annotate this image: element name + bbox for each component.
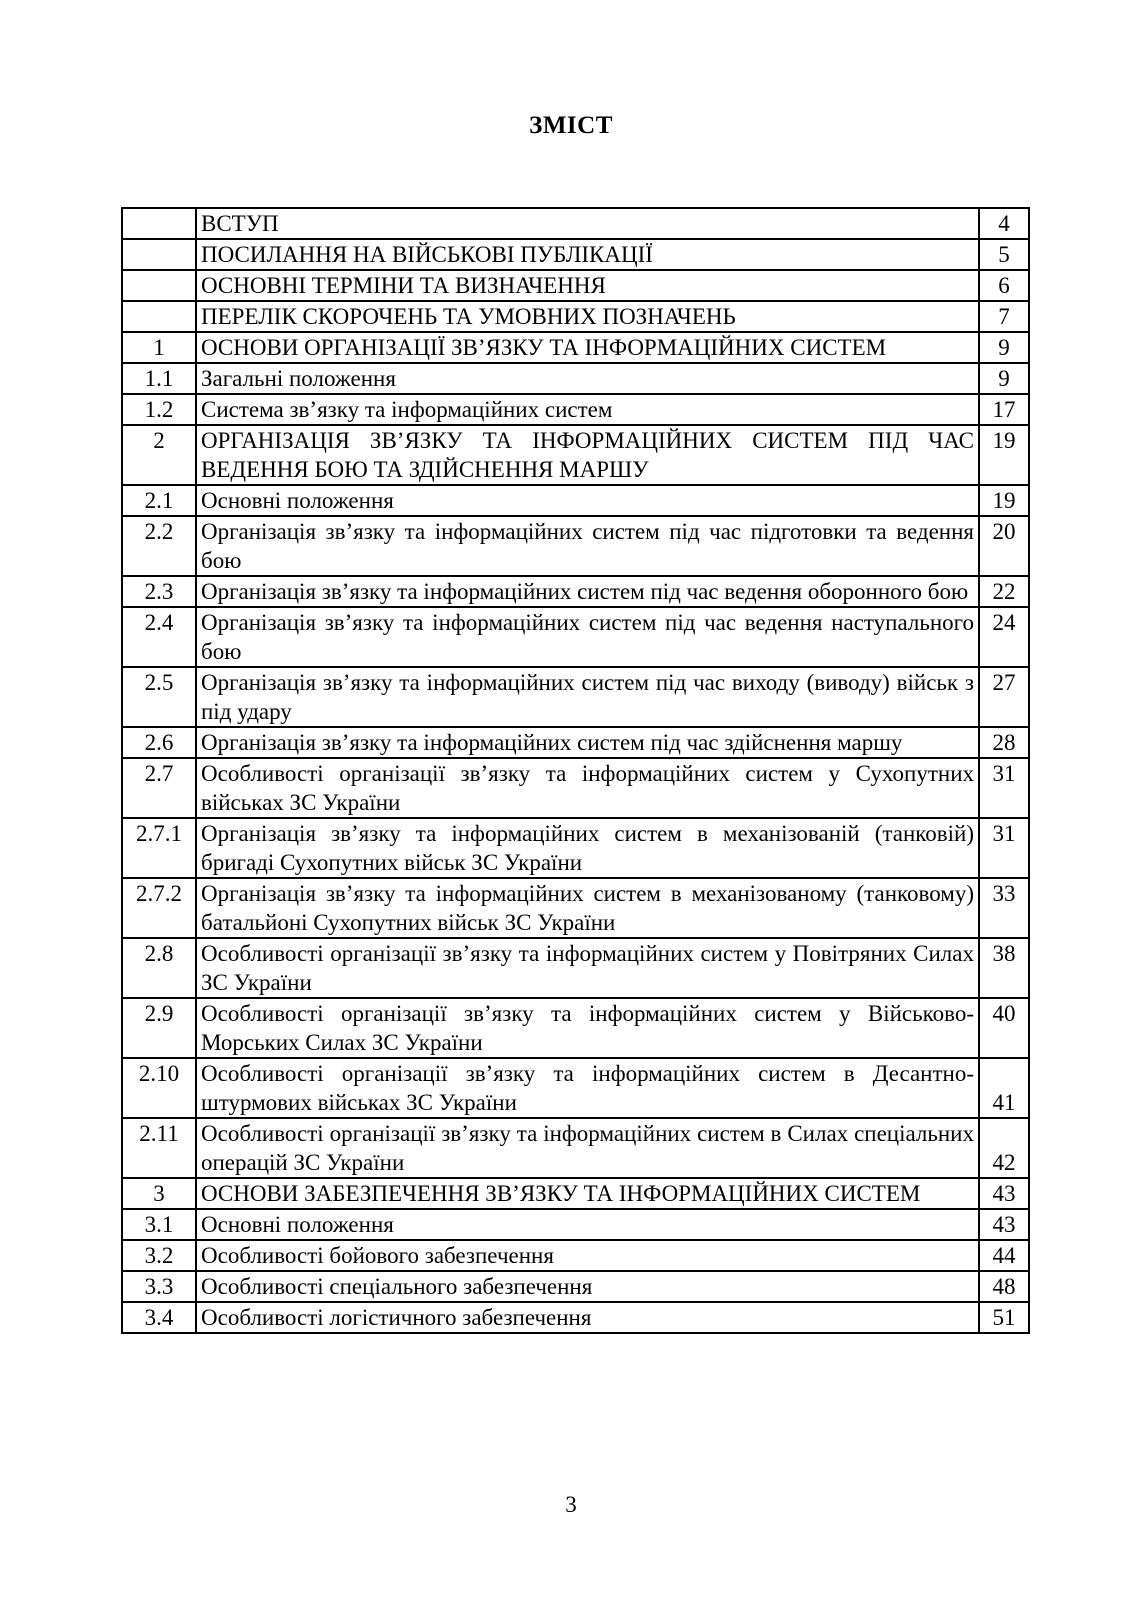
toc-row-number: 1.2 xyxy=(122,394,196,425)
toc-row-number: 2.2 xyxy=(122,516,196,576)
toc-row xyxy=(122,485,1029,516)
toc-row-number xyxy=(122,239,196,270)
toc-row xyxy=(122,667,1029,727)
toc-row-page: 6 xyxy=(979,270,1029,301)
toc-row-title: Система зв’язку та інформаційних систем xyxy=(196,394,979,425)
toc-row-page: 17 xyxy=(979,394,1029,425)
toc-row xyxy=(122,363,1029,394)
toc-row-number xyxy=(122,208,196,239)
toc-row-page: 9 xyxy=(979,332,1029,363)
toc-row-title: Особливості організації зв’язку та інформаційних систем в Силах спеціальних операцій ЗС України xyxy=(196,1118,979,1178)
toc-row xyxy=(122,607,1029,667)
toc-row-page: 31 xyxy=(979,818,1029,878)
toc-row-title: ОРГАНІЗАЦІЯ ЗВ’ЯЗКУ ТА ІНФОРМАЦІЙНИХ СИСТЕМ ПІД ЧАС ВЕДЕННЯ БОЮ ТА ЗДІЙСНЕННЯ МАРШУ xyxy=(196,425,979,485)
toc-row-page: 33 xyxy=(979,878,1029,938)
toc-row-title: Організація зв’язку та інформаційних систем під час ведення оборонного бою xyxy=(196,576,979,607)
toc-row-title: Особливості організації зв’язку та інформаційних систем у Повітряних Силах ЗС України xyxy=(196,938,979,998)
toc-row-title: Організація зв’язку та інформаційних систем в механізованій (танковій) бригаді Сухопутних військ ЗС України xyxy=(196,818,979,878)
toc-row xyxy=(122,1058,1029,1118)
toc-row xyxy=(122,1209,1029,1240)
toc-row-number: 2.3 xyxy=(122,576,196,607)
toc-row xyxy=(122,878,1029,938)
toc-row-page: 43 xyxy=(979,1209,1029,1240)
toc-row-number: 2 xyxy=(122,425,196,485)
toc-table-body xyxy=(122,208,1029,1333)
toc-row-number: 3.1 xyxy=(122,1209,196,1240)
toc-row xyxy=(122,938,1029,998)
toc-row-number: 2.7.1 xyxy=(122,818,196,878)
toc-row-page: 43 xyxy=(979,1178,1029,1209)
toc-row-title: Організація зв’язку та інформаційних систем під час здійснення маршу xyxy=(196,727,979,758)
toc-row-number: 2.9 xyxy=(122,998,196,1058)
toc-row-title: Організація зв’язку та інформаційних систем під час підготовки та ведення бою xyxy=(196,516,979,576)
toc-row-number xyxy=(122,270,196,301)
toc-row-title: Особливості організації зв’язку та інформаційних систем у Сухопутних військах ЗС України xyxy=(196,758,979,818)
toc-row xyxy=(122,727,1029,758)
footer-page-number: 3 xyxy=(565,1492,577,1517)
toc-row-number: 3.4 xyxy=(122,1302,196,1333)
toc-row-page: 31 xyxy=(979,758,1029,818)
toc-row-page: 9 xyxy=(979,363,1029,394)
toc-row-page: 19 xyxy=(979,425,1029,485)
toc-row-page: 41 xyxy=(979,1058,1029,1118)
toc-row-number: 1 xyxy=(122,332,196,363)
toc-row-number: 3 xyxy=(122,1178,196,1209)
toc-row-title: ВСТУП xyxy=(196,208,979,239)
toc-row-number: 2.7.2 xyxy=(122,878,196,938)
toc-row-title: Особливості спеціального забезпечення xyxy=(196,1271,979,1302)
toc-row-page: 5 xyxy=(979,239,1029,270)
toc-table xyxy=(121,207,1030,1334)
toc-row-number: 2.5 xyxy=(122,667,196,727)
toc-row-page: 51 xyxy=(979,1302,1029,1333)
toc-row-title: Особливості організації зв’язку та інформаційних систем в Десантно-штурмових військах ЗС України xyxy=(196,1058,979,1118)
toc-row xyxy=(122,758,1029,818)
toc-row-title: ОСНОВИ ОРГАНІЗАЦІЇ ЗВ’ЯЗКУ ТА ІНФОРМАЦІЙНИХ СИСТЕМ xyxy=(196,332,979,363)
toc-row xyxy=(122,270,1029,301)
toc-row-page: 28 xyxy=(979,727,1029,758)
toc-row-title: ОСНОВНІ ТЕРМІНИ ТА ВИЗНАЧЕННЯ xyxy=(196,270,979,301)
toc-row-page: 40 xyxy=(979,998,1029,1058)
toc-row xyxy=(122,998,1029,1058)
toc-row-number xyxy=(122,301,196,332)
toc-row-number: 2.6 xyxy=(122,727,196,758)
toc-row-title: Особливості організації зв’язку та інформаційних систем у Військово-Морських Силах ЗС України xyxy=(196,998,979,1058)
toc-row-page: 24 xyxy=(979,607,1029,667)
toc-row-title: Загальні положення xyxy=(196,363,979,394)
toc-row-title: ПОСИЛАННЯ НА ВІЙСЬКОВІ ПУБЛІКАЦІЇ xyxy=(196,239,979,270)
toc-row-number: 1.1 xyxy=(122,363,196,394)
toc-row-page: 22 xyxy=(979,576,1029,607)
toc-row xyxy=(122,516,1029,576)
page-title: ЗМІСТ xyxy=(529,112,613,139)
toc-row-title: Особливості логістичного забезпечення xyxy=(196,1302,979,1333)
toc-row xyxy=(122,1271,1029,1302)
toc-row-page: 27 xyxy=(979,667,1029,727)
toc-row-number: 2.11 xyxy=(122,1118,196,1178)
toc-row xyxy=(122,1118,1029,1178)
toc-row xyxy=(122,394,1029,425)
toc-row-page: 42 xyxy=(979,1118,1029,1178)
toc-row-page: 48 xyxy=(979,1271,1029,1302)
toc-row-page: 44 xyxy=(979,1240,1029,1271)
toc-row-title: Особливості бойового забезпечення xyxy=(196,1240,979,1271)
toc-row-title: ПЕРЕЛІК СКОРОЧЕНЬ ТА УМОВНИХ ПОЗНАЧЕНЬ xyxy=(196,301,979,332)
toc-row-title: Організація зв’язку та інформаційних систем під час ведення наступального бою xyxy=(196,607,979,667)
toc-row-page: 4 xyxy=(979,208,1029,239)
toc-row xyxy=(122,425,1029,485)
toc-row-number: 2.7 xyxy=(122,758,196,818)
toc-row-number: 2.4 xyxy=(122,607,196,667)
toc-row-page: 7 xyxy=(979,301,1029,332)
toc-row-number: 2.8 xyxy=(122,938,196,998)
toc-row-page: 38 xyxy=(979,938,1029,998)
toc-row-title: Основні положення xyxy=(196,1209,979,1240)
toc-row-title: Організація зв’язку та інформаційних систем в механізованому (танковому) батальйоні Сухопутних військ ЗС України xyxy=(196,878,979,938)
toc-row xyxy=(122,332,1029,363)
toc-row xyxy=(122,576,1029,607)
toc-row-number: 3.2 xyxy=(122,1240,196,1271)
toc-row xyxy=(122,818,1029,878)
toc-row xyxy=(122,1302,1029,1333)
toc-row xyxy=(122,1178,1029,1209)
toc-row-number: 2.1 xyxy=(122,485,196,516)
toc-row-title: ОСНОВИ ЗАБЕЗПЕЧЕННЯ ЗВ’ЯЗКУ ТА ІНФОРМАЦІЙНИХ СИСТЕМ xyxy=(196,1178,979,1209)
toc-row xyxy=(122,208,1029,239)
toc-row-number: 2.10 xyxy=(122,1058,196,1118)
toc-row-title: Основні положення xyxy=(196,485,979,516)
toc-row-title: Організація зв’язку та інформаційних систем під час виходу (виводу) військ з під удару xyxy=(196,667,979,727)
toc-row-page: 20 xyxy=(979,516,1029,576)
toc-row xyxy=(122,1240,1029,1271)
toc-row-number: 3.3 xyxy=(122,1271,196,1302)
toc-row-page: 19 xyxy=(979,485,1029,516)
toc-row xyxy=(122,239,1029,270)
toc-row xyxy=(122,301,1029,332)
